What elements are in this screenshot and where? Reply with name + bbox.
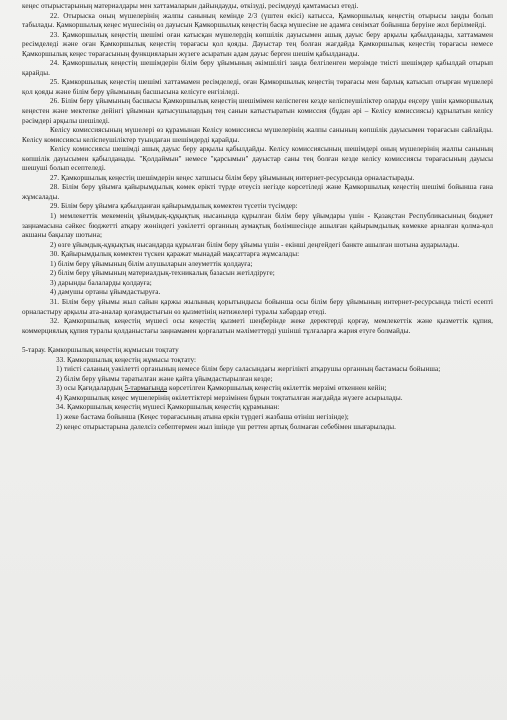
paragraph-34-item-2: 2) кеңес отырыстарына дәлелсіз себептермен жыл ішінде үш реттен артық болмаған себебімен шығарылады. — [56, 422, 396, 431]
paragraph-33-item-3 — [22, 384, 493, 394]
paragraph-30-item-2: 2) білім беру ұйымының материалдық-техникалық базасын жетілдіруге; — [50, 269, 275, 278]
paragraph-26-part-3: Келісу комиссиясы шешімді ашық дауыс беру арқылы қабылдайды. Келісу комиссиясының шешімдері оның мүшелерінің жалпы санының көпшілік дауысымен қабылданады. "Қолдаймын" немесе "қарсымын" дауыстар саны тең болған кезде келісу комиссиясы төрағасының дауысы шешуші болып есептеледі. — [22, 145, 493, 173]
paragraph-32: 32. Қамкоршылық кеңестің мүшесі осы кеңестің қызметі шеңберінде жеке деректерді қорғау, мемлекеттік және қызметтік құпия, коммерциялық құпия туралы қолданыстағы заңнамамен қорғалатын мәліметтерді ушінші тұлғаларға жария етуге болмайды. — [22, 317, 493, 335]
paragraph-29: 29. Білім беру ұйымға қабылданған қайырымдылық көмектен түсетін түсімдер: — [50, 202, 298, 211]
paragraph-33-item-2: 2) білім беру ұйымы таратылған және қайта ұйымдастырылған кезде; — [56, 374, 273, 383]
paragraph-22: 22. Отырыска оның мүшелерінің жалпы санының кемінде 2/3 (үштен екісі) катысса, Қамкоршылық кеңестің отырысы заңды болып табылады. Қамкоршылық кеңес мүшесінің өз дауысын Қамкоршылық кеңестің басқа мүшесіне не адамға сенімхат бойынша беруіне жол берілмейді. — [22, 11, 493, 30]
paragraph-29-item-1: 1) мемлекеттік мекеменің ұйымдық-құқықтық нысанында құрылған білім беру ұйымдары үшін - Қазақстан Республикасының бюджет заңнамасына сәйкес бюджетті атқару жөніндегі уәкілетті органның аумақтық бөлімшесінде ашылған қайырымдылық көмекке арналған қолма-қол акшаны бақылау шотына; — [22, 212, 493, 240]
item-3-text-before: 3) осы Қағидалардың — [56, 384, 125, 393]
section-heading: 5-тарау. Қамкоршылық кеңестің жұмысын тоқтату — [22, 346, 179, 355]
paragraph-34: 34. Қамкоршылық кеңестің мүшесі Қамкоршылық кеңестің құрамынан: — [56, 403, 280, 412]
paragraph-23: 23. Қамкоршылық кеңестің шешімі оған катысқан мүшелердің көпшілік дауысымен ашық дауыс беру арқылы қабылданады, хаттамамен ресімделеді және оған Қамкоршылық кеңестің төрағасы қол қояды. Дауыстар тең болған жағдайда Қамкоршылық кеңестің төрағасы немесе Қамкоршылық кеңес төрағасының функцияларын жүзеге асыратын адам дауыс берген шешім қабылданады. — [22, 30, 493, 58]
paragraph-30: 30. Қайырымдылық көмектен түскен қаражат мынадай мақсаттарға жұмсалады: — [50, 250, 300, 259]
paragraph-21-continuation: кеңес отырыстарының материалдары мен хаттамаларын дайындауды, өткізуді, ресімдеуді қамтамасыз етеді. — [22, 2, 359, 10]
paragraph-33-item-4: 4) Қамкоршылық кеңес мүшелерінің өкілеттіктері мерзімінен бұрын тоқтатылған жағдайда жүзеге асырылады. — [56, 393, 403, 402]
paragraph-33: 33. Қамкоршылық кеңестің жұмысы тоқтату: — [56, 355, 197, 364]
paragraph-26-part-2: Келісу комиссиясының мүшелері өз құрамынан Келісу комиссиясы мүшелерінің жалпы санының көпшілік дауысымен төрағасын сайлайды. Келісу комиссиясы келіспеушіліктер туындаған шешімдерді қарайды. — [22, 126, 493, 144]
paragraph-28: 28. Білім беру ұйымға қайырымдылық көмек ерікті түрде өтеусіз негізде көрсетіледі және Қамкоршылық кеңестің шешімі бойынша ғана жұмсалады. — [22, 183, 493, 201]
paragraph-30-item-1: 1) білім беру ұйымының білім алушыларын әлеуметтік қолдауға; — [50, 259, 253, 268]
paragraph-25: 25. Қамкоршылық кеңестің шешімі хаттамамен ресімделеді, оған Қамкоршылық кеңестің төрағасы мен барлық катысып отырған мүшелері қол қояды және білім беру ұйымының басшысына келісуге енгізіледі. — [22, 78, 493, 96]
paragraph-27: 27. Қамкоршылық кеңестің шешімдерін кеңес хатшысы білім беру ұйымының интернет-ресурсында орналастырады. — [50, 173, 415, 182]
paragraph-31: 31. Білім беру ұйымы жыл сайын қаржы жылының қорытындысы бойынша осы білім беру ұйымының интернет-ресурсында тиісті есепті орналастыру арқылы ата-аналар қоғамдастығын өз қызметінің нәтижелері туралы хабардар етеді. — [22, 297, 493, 316]
item-3-text-after: көрсетілген Қамкоршылық кеңестің өкілеттік мерзімі өткеннен кейін; — [167, 384, 387, 393]
paragraph-29-item-2: 2) өзге ұйымдық-құқықтық нысандарда құрылған білім беру ұйымы үшін - екінші деңгейдегі банкте ашылған шотына аударылады. — [50, 240, 460, 249]
paragraph-24: 24. Қамкоршылық кеңестің шешімдерін білім беру ұйымының әкімшілігі заңда белгіленген мерзімде тиісті шешімдер қабылдай отырып қарайды. — [22, 59, 493, 77]
paragraph-30-item-4: 4) дамушы ортаны ұйымдастыруға. — [50, 288, 161, 297]
paragraph-26: 26. Білім беру ұйымының басшысы Қамкоршылық кеңестің шешімімен келіспеген кезде келіспеушіліктер оларды еңсеру үшін қамкоршылық кеңестен және мектепке дейінгі ұйымнан қатысушылардың тең санын катыстыратын комиссия (бұдан әрі – Келісу комиссиясы) құрылатын келісу рәсімдері арқылы шешіледі. — [22, 97, 493, 125]
paragraph-34-item-1: 1) жеке бастама бойынша (Кеңес төрағасының атына еркін түрдегі жазбаша өтініш негізінде); — [56, 412, 349, 421]
paragraph-30-item-3: 3) дарынды балаларды қолдауға; — [50, 278, 152, 287]
paragraph-33-item-1: 1) тиісті саланың уәкілетті органының немесе білім беру саласындағы жергілікті атқарушы органның бастамасы бойынша; — [56, 365, 441, 374]
clause-reference-link[interactable]: 5-тармағында — [124, 384, 168, 393]
